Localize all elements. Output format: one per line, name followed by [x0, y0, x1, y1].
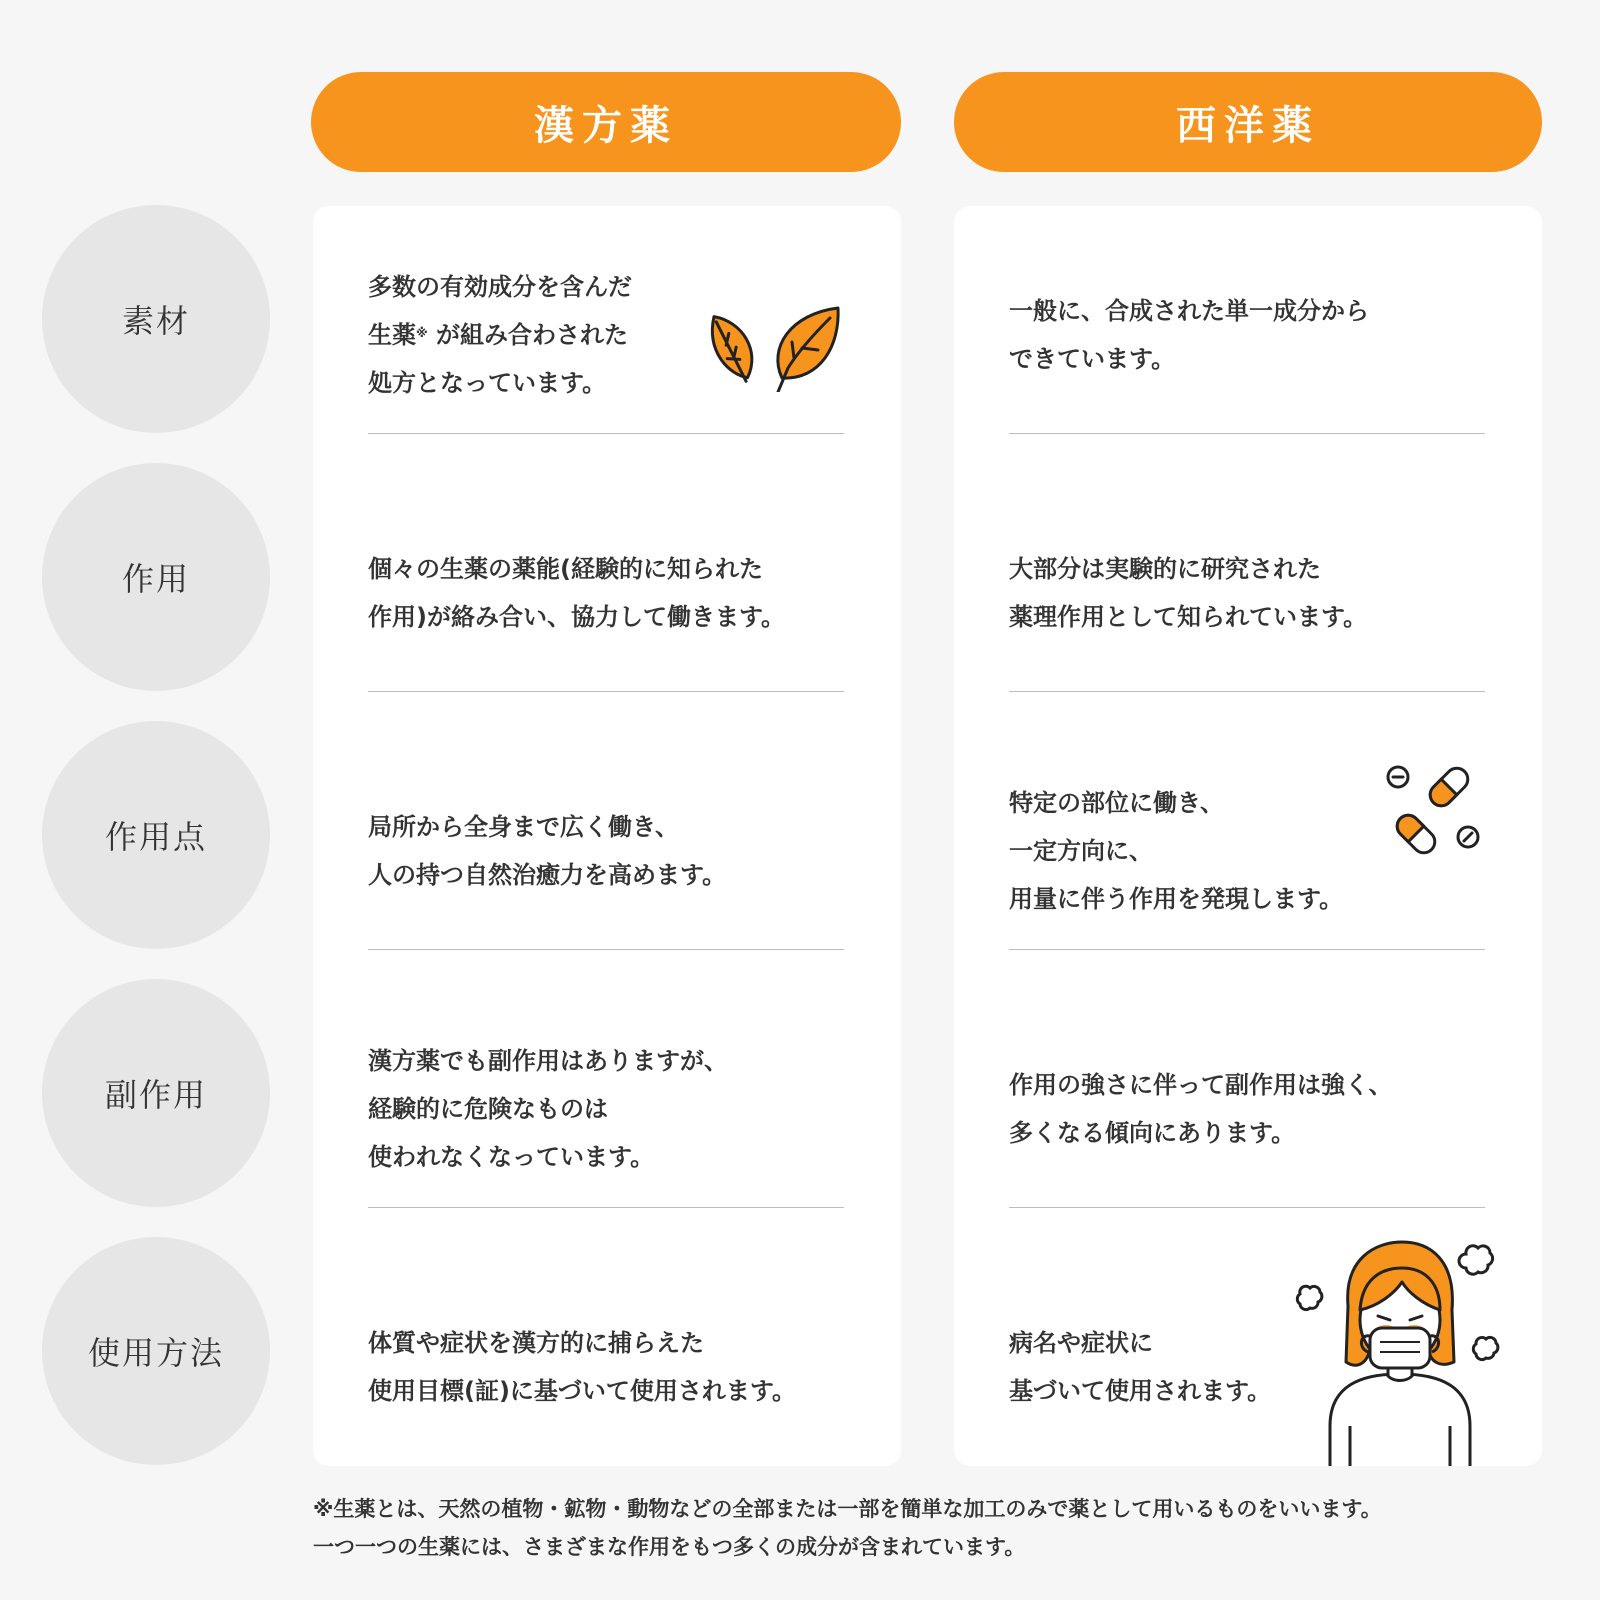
divider [368, 949, 844, 950]
row-label-text: 副作用 [104, 1076, 207, 1114]
kampo-action-text: 個々の生薬の薬能(経験的に知られた 作用)が絡み合い、協力して働きます。 [368, 555, 786, 631]
header-western [954, 72, 1542, 172]
kampo-card [313, 206, 901, 1466]
header-western-label: 西洋薬 [1176, 102, 1320, 149]
header-kampo-label: 漢方薬 [534, 102, 678, 149]
divider [368, 433, 844, 434]
divider [1009, 691, 1485, 692]
western-usage-text: 病名や症状に 基づいて使用されます。 [1009, 1329, 1272, 1405]
divider [368, 1207, 844, 1208]
footnote-line-2: 一つ一つの生薬には、さまざまな作用をもつ多くの成分が含まれています。 [313, 1535, 1026, 1559]
western-cell-material [1009, 206, 1485, 464]
western-cell-action [1009, 464, 1485, 722]
row-label-material [42, 205, 270, 433]
footnote [313, 1490, 1573, 1566]
western-action-point-text: 特定の部位に働き、 一定方向に、 用量に伴う作用を発現します。 [1009, 789, 1344, 913]
kampo-usage-text: 体質や症状を漢方的に捕らえた 使用目標(証)に基づいて使用されます。 [368, 1329, 797, 1405]
kampo-cell-action-point [368, 722, 844, 980]
kampo-cell-action [368, 464, 844, 722]
western-card [954, 206, 1542, 1466]
leaves-icon [696, 302, 846, 392]
row-label-text: 使用方法 [87, 1334, 224, 1372]
row-label-side-effect [42, 979, 270, 1207]
masked-person-icon [1290, 1236, 1510, 1466]
kampo-cell-side-effect [368, 980, 844, 1238]
pills-icon [1384, 762, 1484, 862]
footnote-line-1: ※生薬とは、天然の植物・鉱物・動物などの全部または一部を簡単な加工のみで薬として用いるものをいいます。 [313, 1497, 1382, 1521]
row-label-text: 作用点 [104, 818, 207, 856]
western-cell-action-point [1009, 722, 1485, 980]
kampo-action-point-text: 局所から全身まで広く働き、 人の持つ自然治癒力を高めます。 [368, 813, 727, 889]
kampo-material-text: 多数の有効成分を含んだ 生薬※ が組み合わされた 処方となっています。 [368, 273, 632, 397]
row-label-usage [42, 1237, 270, 1465]
kampo-cell-material [368, 206, 844, 464]
western-material-text: 一般に、合成された単一成分から できています。 [1009, 297, 1369, 373]
divider [1009, 433, 1485, 434]
row-label-action [42, 463, 270, 691]
western-action-text: 大部分は実験的に研究された 薬理作用として知られています。 [1009, 555, 1368, 631]
divider [1009, 1207, 1485, 1208]
kampo-side-effect-text: 漢方薬でも副作用はありますが、 経験的に危険なものは 使われなくなっています。 [368, 1047, 728, 1171]
row-label-text: 作用 [121, 560, 190, 598]
row-label-action-point [42, 721, 270, 949]
kampo-cell-usage [368, 1238, 844, 1496]
row-label-text: 素材 [121, 302, 190, 340]
western-side-effect-text: 作用の強さに伴って副作用は強く、 多くなる傾向にあります。 [1009, 1071, 1393, 1147]
western-cell-side-effect [1009, 980, 1485, 1238]
divider [1009, 949, 1485, 950]
divider [368, 691, 844, 692]
header-kampo [311, 72, 901, 172]
